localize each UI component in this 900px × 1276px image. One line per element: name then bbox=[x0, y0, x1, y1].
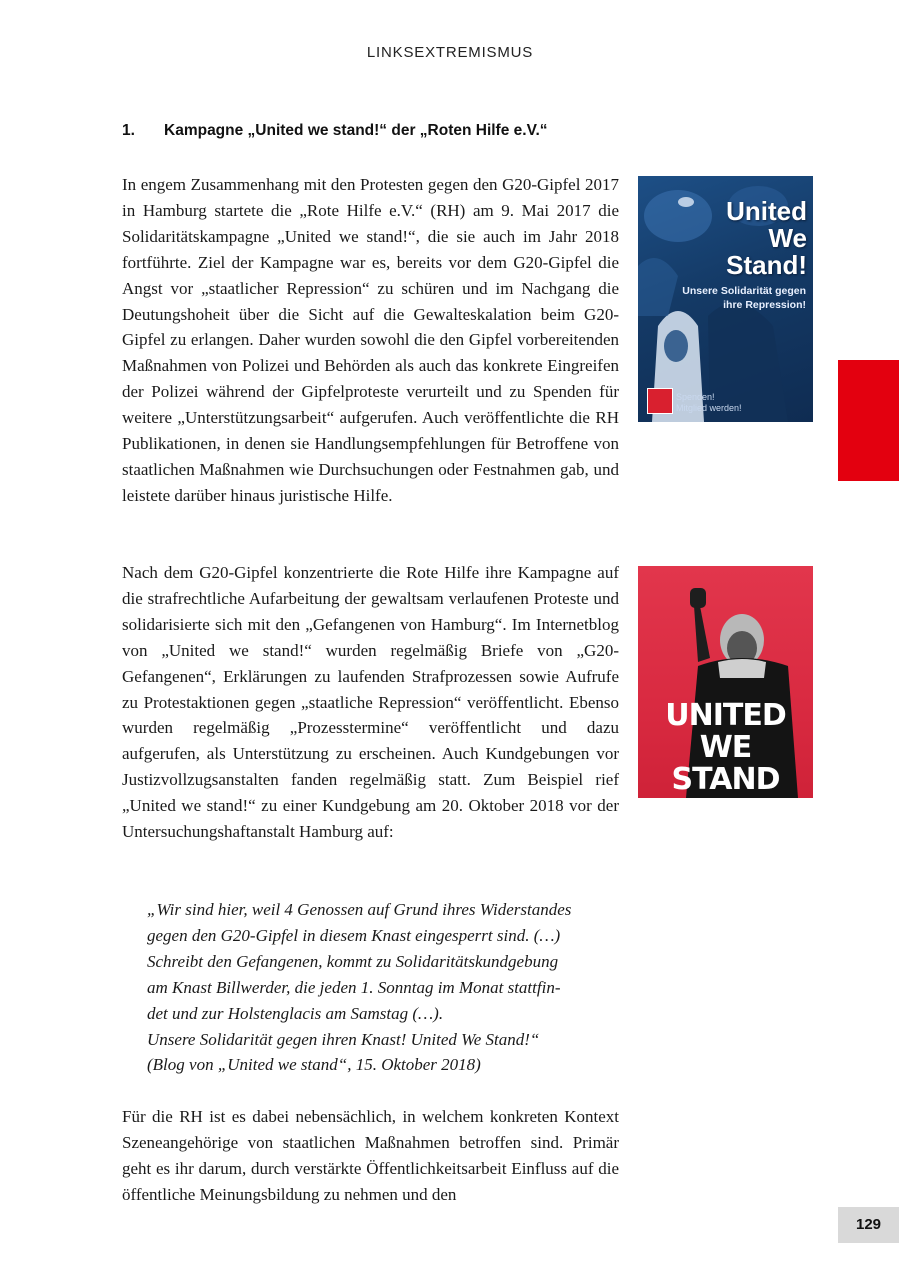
body-paragraph-2: Nach dem G20-Gipfel konzentrierte die Rote Hilfe ihre Kampagne auf die strafrechtliche Aufarbeitung der gewaltsam verlaufenen Proteste und solidarisierte sich mit den „Gefangenen von Hamburg“. Im Internetblog von „United we stand!“ wurden regelmäßig Briefe von „G20-Gefangenen“, Erklärungen zu laufenden Strafprozessen sowie Aufrufe zu Protestaktionen gegen „staatliche Repression“ veröffentlicht. Ebenso wurden regelmäßig „Prozesstermine“ veröffentlicht und dazu aufgerufen, als Unterstützung zu erscheinen. Auch Kundgebungen vor Justizvollzugsanstalten fanden regelmäßig statt. Zum Beispiel rief „United we stand!“ zu einer Kundgebung am 20. Oktober 2018 vor der Untersuchungshaftanstalt Hamburg auf: bbox=[122, 563, 619, 842]
body-paragraph-3: Für die RH ist es dabei nebensächlich, in welchem konkreten Kontext Szeneangehörige von staatlichen Maßnahmen betroffen sind. Primär geht es ihr darum, durch verstärkte Öffentlichkeitsarbeit Einfluss auf die öffentliche Meinungsbildung zu nehmen und den bbox=[122, 1107, 619, 1204]
poster-2-title: UNITED WE STAND bbox=[665, 698, 786, 797]
body-paragraph-1: In engem Zusammenhang mit den Protesten gegen den G20-Gipfel 2017 in Hamburg startete die „Rote Hilfe e.V.“ (RH) am 9. Mai 2017 die Solidaritätskampagne „United we stand!“, die sie auch im Jahr 2018 fortführte. Ziel der Kampagne war es, bereits vor dem G20-Gipfel die Angst vor „staatlicher Repression“ zu schüren und im Nachgang die Deutungshoheit über die Sicht auf die Gewalteskalation beim G20-Gipfel zu erlangen. Daher wurden sowohl die den Gipfel vorbereitenden Maßnahmen von Polizei und Behörden als auch das konkrete Eingreifen der Polizei während der Gipfelproteste verurteilt und zu Spenden für weitere „Unterstützungsarbeit“ aufgerufen. Auch veröffentlichte die RH Publikationen, in denen sie Handlungsempfehlungen für Betroffene von staatlichen Maßnahmen wie Durchsuchungen oder Festnahmen gab, und leistete darüber hinaus juristische Hilfe. bbox=[122, 175, 619, 505]
campaign-poster-blue bbox=[638, 176, 813, 422]
rote-hilfe-logo-icon bbox=[647, 388, 673, 414]
page-number: 129 bbox=[838, 1207, 899, 1243]
campaign-poster-red bbox=[638, 566, 813, 798]
blockquote bbox=[147, 897, 607, 1078]
quote-line: Schreibt den Gefangenen, kommt zu Solidaritätskundgebung bbox=[147, 951, 559, 971]
poster-1-footer: Spenden! Mitglied werden! bbox=[676, 392, 742, 413]
poster-1-title: United We Stand! bbox=[726, 196, 807, 280]
quote-line: gegen den G20-Gipfel in diesem Knast eingesperrt sind. (…) bbox=[147, 925, 561, 945]
poster-1-subtitle: Unsere Solidarität gegen ihre Repression! bbox=[682, 285, 806, 311]
quote-line: det und zur Holstenglacis am Samstag (…). bbox=[147, 1003, 444, 1023]
chapter-marker-tab bbox=[838, 360, 899, 481]
quote-line: „Wir sind hier, weil 4 Genossen auf Grund ihres Widerstandes bbox=[147, 900, 572, 919]
quote-line: am Knast Billwerder, die jeden 1. Sonntag im Monat stattfin- bbox=[147, 977, 561, 997]
section-number: 1. bbox=[122, 122, 135, 139]
quote-source: (Blog von „United we stand“, 15. Oktober 2018) bbox=[147, 1055, 481, 1075]
quote-line: Unsere Solidarität gegen ihren Knast! United We Stand!“ bbox=[147, 1029, 540, 1049]
running-header: LINKSEXTREMISMUS bbox=[366, 44, 534, 61]
section-title: Kampagne „United we stand!“ der „Roten Hilfe e.V.“ bbox=[164, 122, 548, 139]
section-heading bbox=[122, 122, 622, 140]
